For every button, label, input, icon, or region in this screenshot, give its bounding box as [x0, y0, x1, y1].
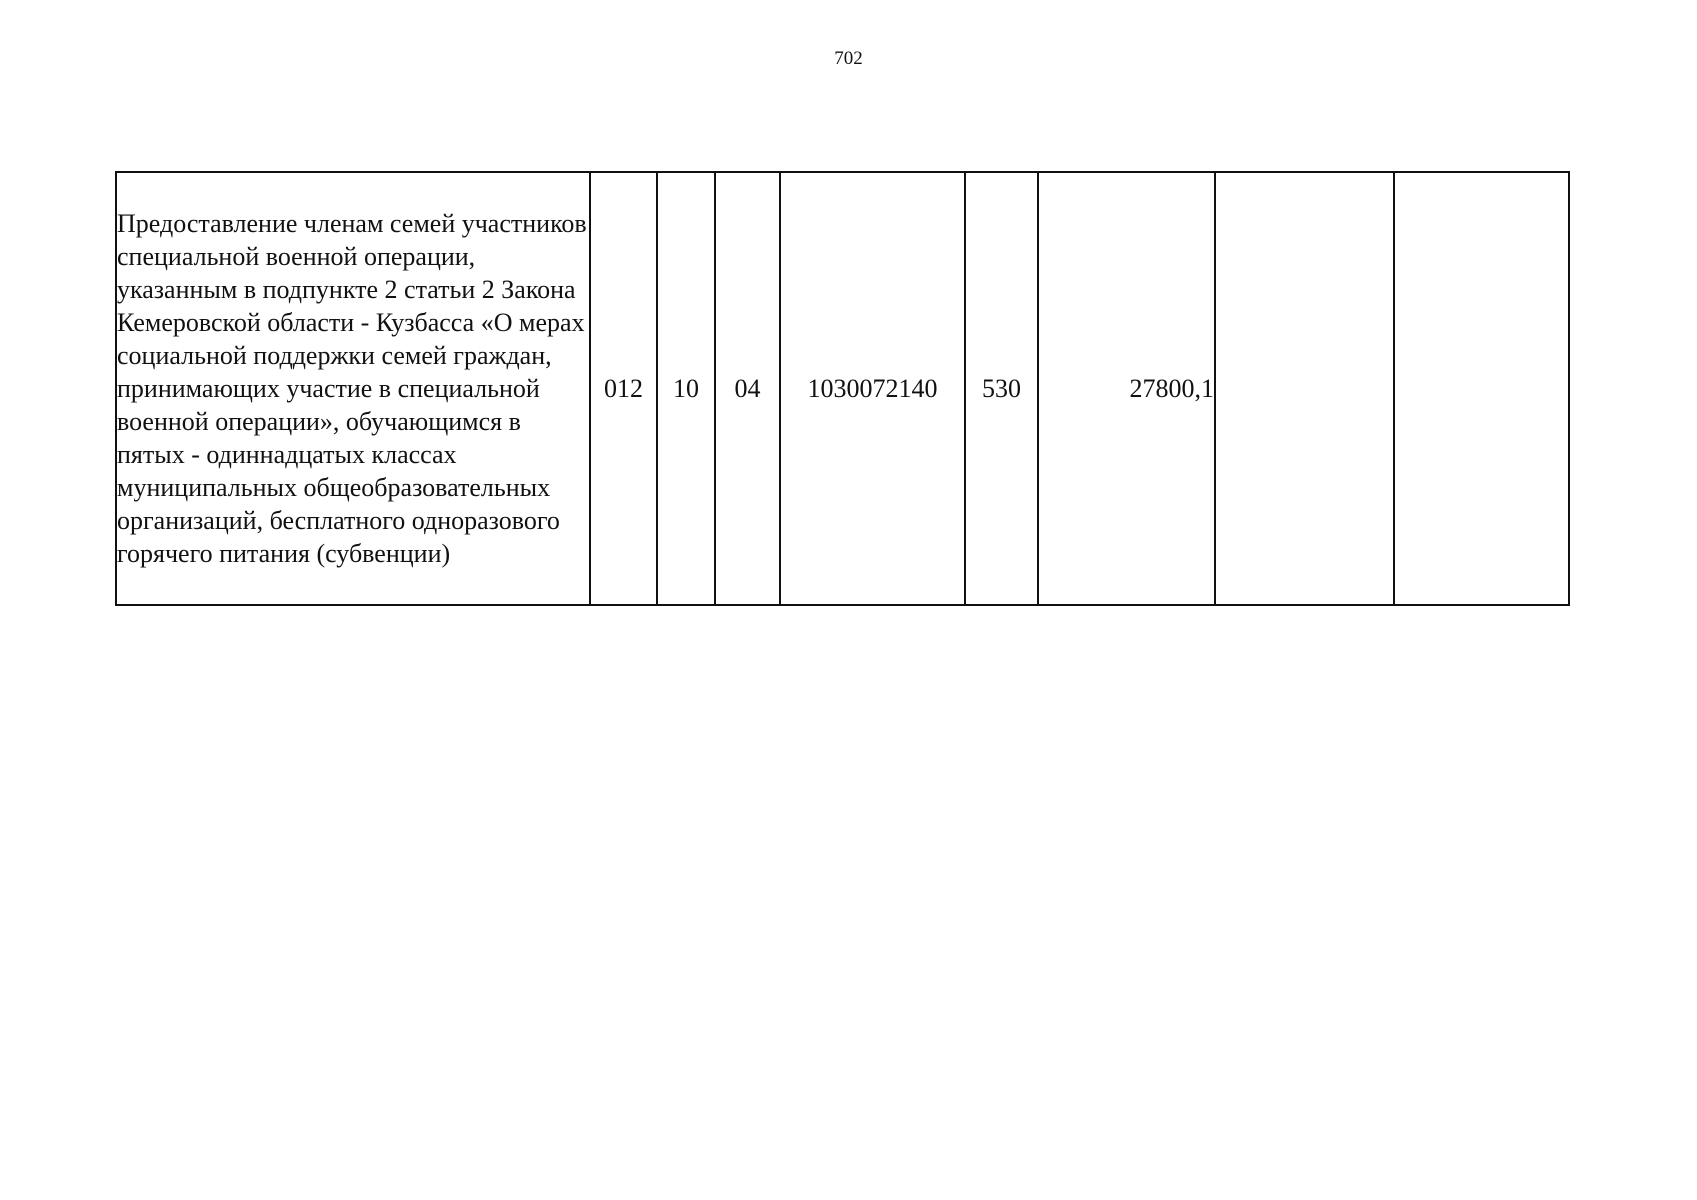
row-description: Предоставление членам семей участников специальной военной операции, указанным в подпункте 2 статьи 2 Закона Кемеровской области - Кузбасса «О мерах социальной поддержки семей граждан, принимающих участие в специальной военной операции», обучающимся в пятых - одиннадцатых классах муниципальных общеобразовательных организаций, бесплатного одноразового горячего питания (субвенции) — [116, 172, 590, 605]
section-cell: 10 — [657, 172, 715, 605]
amount-cell: 27800,1 — [1038, 172, 1215, 605]
amount-3-cell — [1394, 172, 1569, 605]
amount-2-cell — [1215, 172, 1394, 605]
budget-table — [115, 171, 1570, 606]
expense-type-cell: 530 — [965, 172, 1038, 605]
page-number: 702 — [834, 48, 863, 69]
table-row — [116, 172, 1569, 605]
target-article-cell: 1030072140 — [780, 172, 965, 605]
admin-code-cell: 012 — [590, 172, 657, 605]
subsection-cell: 04 — [715, 172, 780, 605]
